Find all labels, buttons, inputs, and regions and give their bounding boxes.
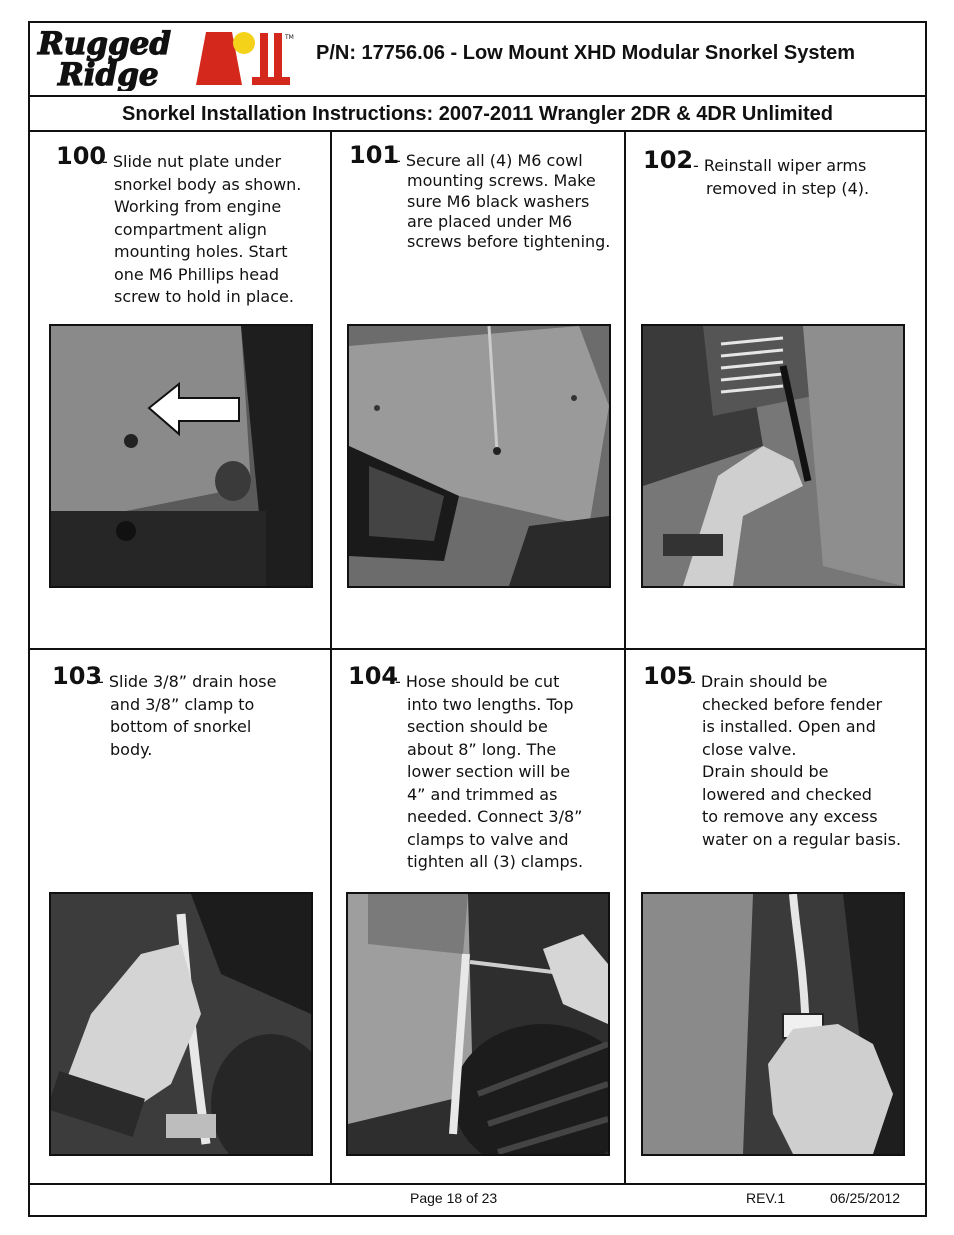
step-line: clamps to valve and: [407, 829, 569, 849]
step-number: 103: [52, 662, 103, 690]
step-number: 101: [349, 141, 400, 169]
step-line: section should be: [407, 717, 548, 736]
step-line: screws before tightening.: [407, 232, 611, 252]
photo-step-100: [49, 324, 313, 588]
step-line: lowered and checked: [702, 784, 872, 804]
logo-sun-icon: [233, 32, 255, 54]
step-lead: - Secure all (4) M6 cowl: [395, 151, 583, 170]
step-number: 102: [643, 146, 694, 174]
step-100: [56, 142, 326, 309]
column-divider-1: [330, 131, 332, 1184]
step-line: bottom of snorkel: [110, 717, 252, 736]
step-line: mounting screws. Make: [407, 171, 596, 191]
step-number: 104: [348, 662, 399, 690]
step-line: 4” and trimmed as: [407, 784, 558, 804]
step-line: body.: [110, 739, 153, 759]
step-102: [643, 146, 913, 200]
photo-step-102: [641, 324, 905, 588]
step-line: screw to hold in place.: [114, 287, 294, 306]
step-line: about 8” long. The: [407, 739, 557, 759]
step-line: checked before fender: [702, 694, 883, 714]
subtitle-divider: [28, 130, 927, 132]
photo-step-103: [49, 892, 313, 1156]
step-line: water on a regular basis.: [702, 829, 902, 849]
step-line: sure M6 black washers: [407, 191, 590, 211]
logo-text-rugged: Rugged: [38, 27, 172, 62]
logo-tm: TM: [285, 34, 294, 41]
step-line: compartment align: [114, 219, 267, 239]
step-line: removed in step (4).: [706, 178, 870, 198]
step-line: mounting holes. Start: [114, 242, 288, 261]
step-number: 105: [643, 662, 694, 690]
installation-subtitle: Snorkel Installation Instructions: 2007-2011 Wrangler 2DR & 4DR Unlimited: [122, 103, 833, 125]
step-line: to remove any excess: [702, 807, 878, 826]
photo-step-104: [346, 892, 610, 1156]
step-lead: - Slide 3/8” drain hose: [98, 672, 277, 691]
logo-text-ridge: Ridge: [58, 57, 159, 91]
step-line: is installed. Open and: [702, 717, 876, 736]
step-line: lower section will be: [407, 762, 571, 781]
step-line: snorkel body as shown.: [114, 174, 302, 194]
logo-base: [252, 77, 290, 85]
step-lead: - Slide nut plate under: [102, 152, 282, 171]
header-divider: [28, 95, 927, 97]
step-lead: - Drain should be: [690, 672, 828, 691]
step-103: [52, 662, 322, 761]
photo-step-101: [347, 324, 611, 588]
step-line: close valve.: [702, 739, 797, 759]
row-divider: [28, 648, 927, 650]
column-divider-2: [624, 131, 626, 1184]
step-104: [348, 662, 618, 874]
step-line: tighten all (3) clamps.: [407, 852, 584, 871]
part-number-title: P/N: 17756.06 - Low Mount XHD Modular Snorkel System: [316, 42, 856, 64]
step-line: needed. Connect 3/8”: [407, 807, 583, 826]
step-line: Drain should be: [702, 762, 829, 781]
step-105: [643, 662, 913, 851]
footer-divider: [28, 1183, 927, 1185]
step-line: and 3/8” clamp to: [110, 694, 255, 714]
step-number: 100: [56, 142, 107, 170]
step-lead: - Hose should be cut: [395, 672, 560, 691]
step-line: are placed under M6: [407, 211, 573, 231]
step-lead: - Reinstall wiper arms: [693, 156, 867, 175]
step-line: one M6 Phillips head: [114, 264, 280, 284]
step-101: [349, 141, 619, 252]
page-number: Page 18 of 23: [410, 1190, 498, 1206]
photo-step-105: [641, 892, 905, 1156]
revision-date: 06/25/2012: [830, 1190, 901, 1206]
revision: REV.1: [746, 1190, 786, 1206]
step-line: Working from engine: [114, 197, 282, 216]
step-line: into two lengths. Top: [407, 694, 574, 714]
rugged-ridge-logo: [36, 27, 298, 91]
